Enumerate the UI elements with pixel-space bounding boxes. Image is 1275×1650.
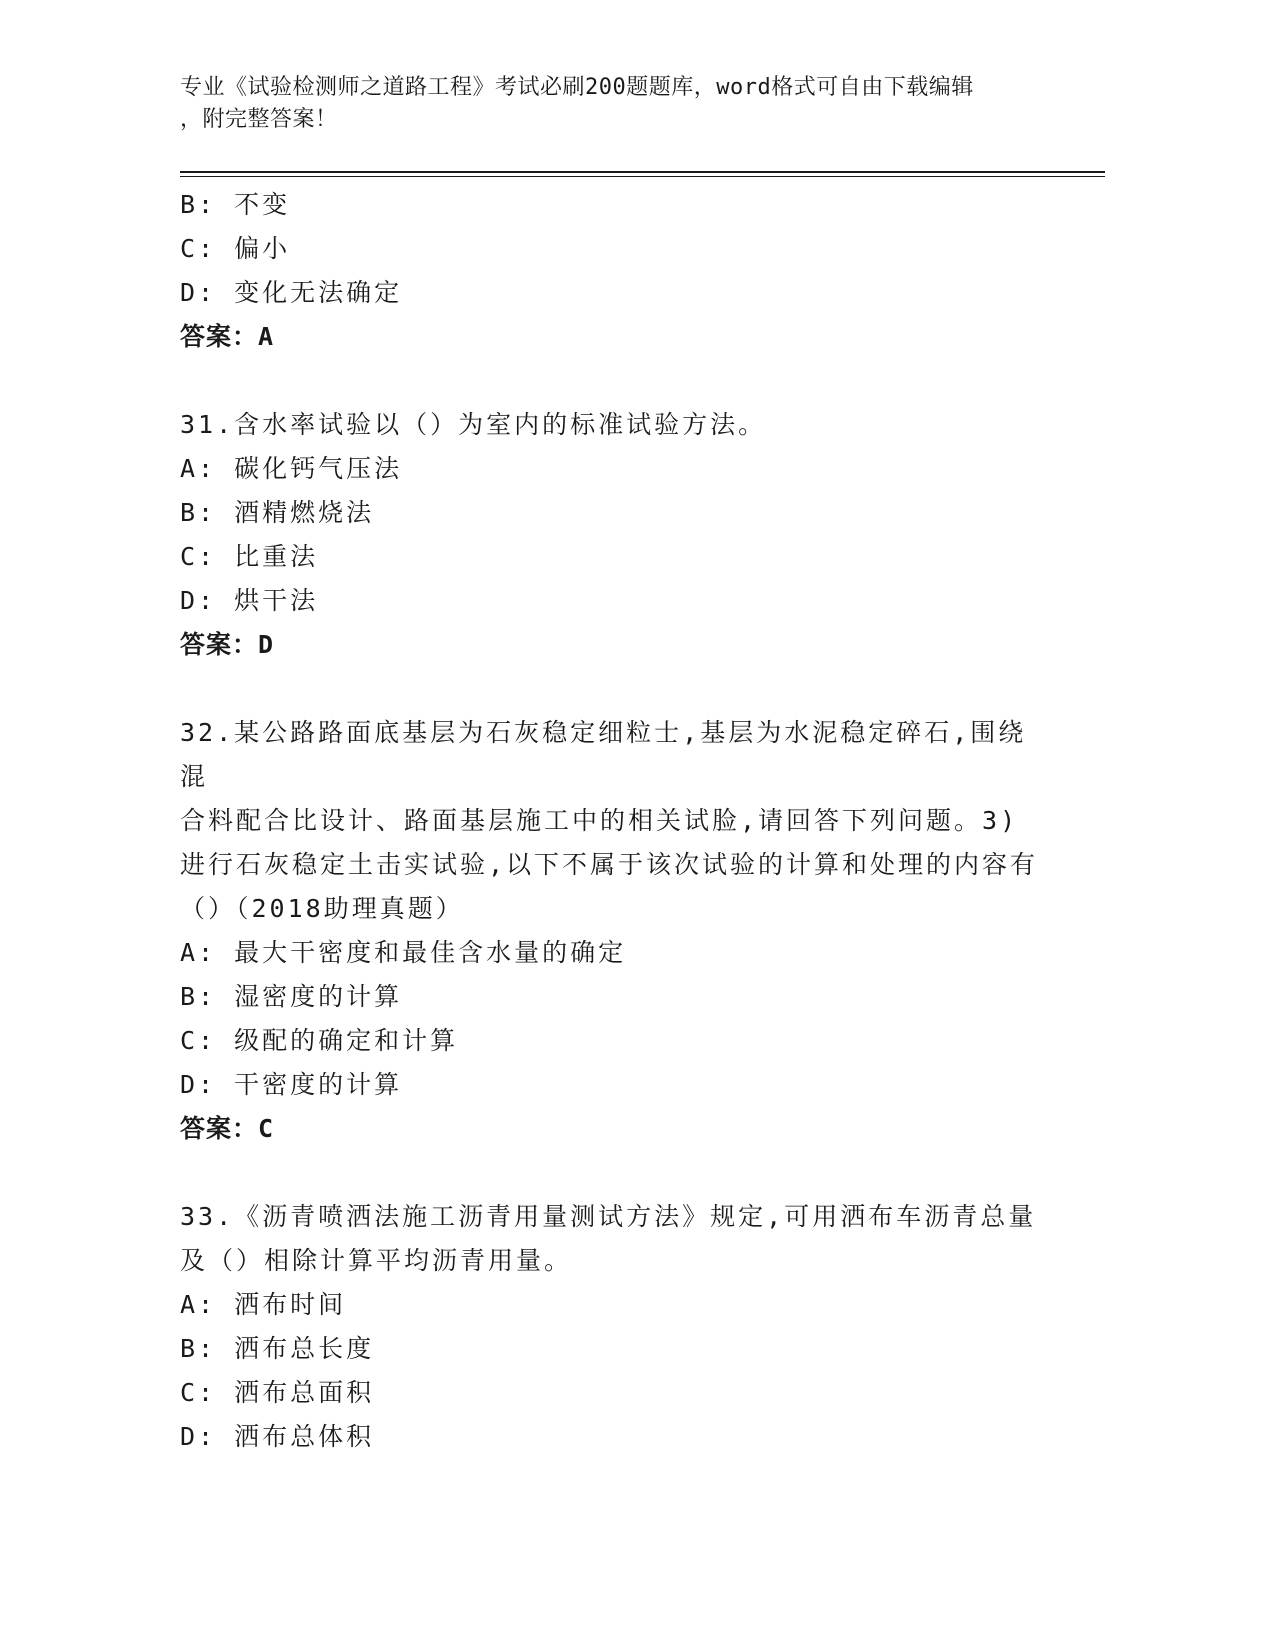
question-33 xyxy=(180,1195,1040,1459)
option-a: A: 最大干密度和最佳含水量的确定 xyxy=(180,938,627,967)
option-d: D: 干密度的计算 xyxy=(180,1070,403,1099)
option-a: A: 洒布时间 xyxy=(180,1290,347,1319)
option-b: B: 洒布总长度 xyxy=(180,1334,375,1363)
option-c: C: 比重法 xyxy=(180,542,319,571)
question-stem-line: 32.某公路路面底基层为石灰稳定细粒士,基层为水泥稳定碎石,围绕混 xyxy=(180,718,1027,791)
question-30-tail xyxy=(180,183,1040,359)
option-d: D: 变化无法确定 xyxy=(180,278,403,307)
answer: 答案：D xyxy=(180,630,275,659)
option-b: B: 不变 xyxy=(180,190,291,219)
option-b: B: 酒精燃烧法 xyxy=(180,498,375,527)
question-stem-line: 进行石灰稳定土击实试验,以下不属于该次试验的计算和处理的内容有 xyxy=(180,850,1039,879)
answer: 答案：A xyxy=(180,322,275,351)
header-line-2: ，附完整答案！ xyxy=(180,107,338,132)
option-a: A: 碳化钙气压法 xyxy=(180,454,403,483)
question-31 xyxy=(180,403,1040,667)
option-d: D: 烘干法 xyxy=(180,586,319,615)
option-d: D: 洒布总体积 xyxy=(180,1422,375,1451)
option-c: C: 偏小 xyxy=(180,234,291,263)
question-stem-line: 及（）相除计算平均沥青用量。 xyxy=(180,1246,573,1275)
question-stem-line: 合料配合比设计、路面基层施工中的相关试脸,请回答下列问题。3) xyxy=(180,806,1019,835)
question-list xyxy=(180,183,1040,1459)
answer: 答案：C xyxy=(180,1114,275,1143)
header-rule-thin xyxy=(180,176,1105,177)
question-stem: 31.含水率试验以（）为室内的标准试验方法。 xyxy=(180,410,767,439)
header-rule-thick xyxy=(180,171,1105,173)
question-32 xyxy=(180,711,1040,1151)
question-stem-line: 33.《沥青喷洒法施工沥青用量测试方法》规定,可用洒布车沥青总量 xyxy=(180,1202,1037,1231)
option-c: C: 洒布总面积 xyxy=(180,1378,375,1407)
option-b: B: 湿密度的计算 xyxy=(180,982,403,1011)
document-header xyxy=(180,72,1040,136)
option-c: C: 级配的确定和计算 xyxy=(180,1026,459,1055)
header-line-1: 专业《试验检测师之道路工程》考试必刷200题题库，word格式可自由下载编辑 xyxy=(180,75,974,100)
question-stem-line: （）（2018助理真题） xyxy=(180,894,464,923)
